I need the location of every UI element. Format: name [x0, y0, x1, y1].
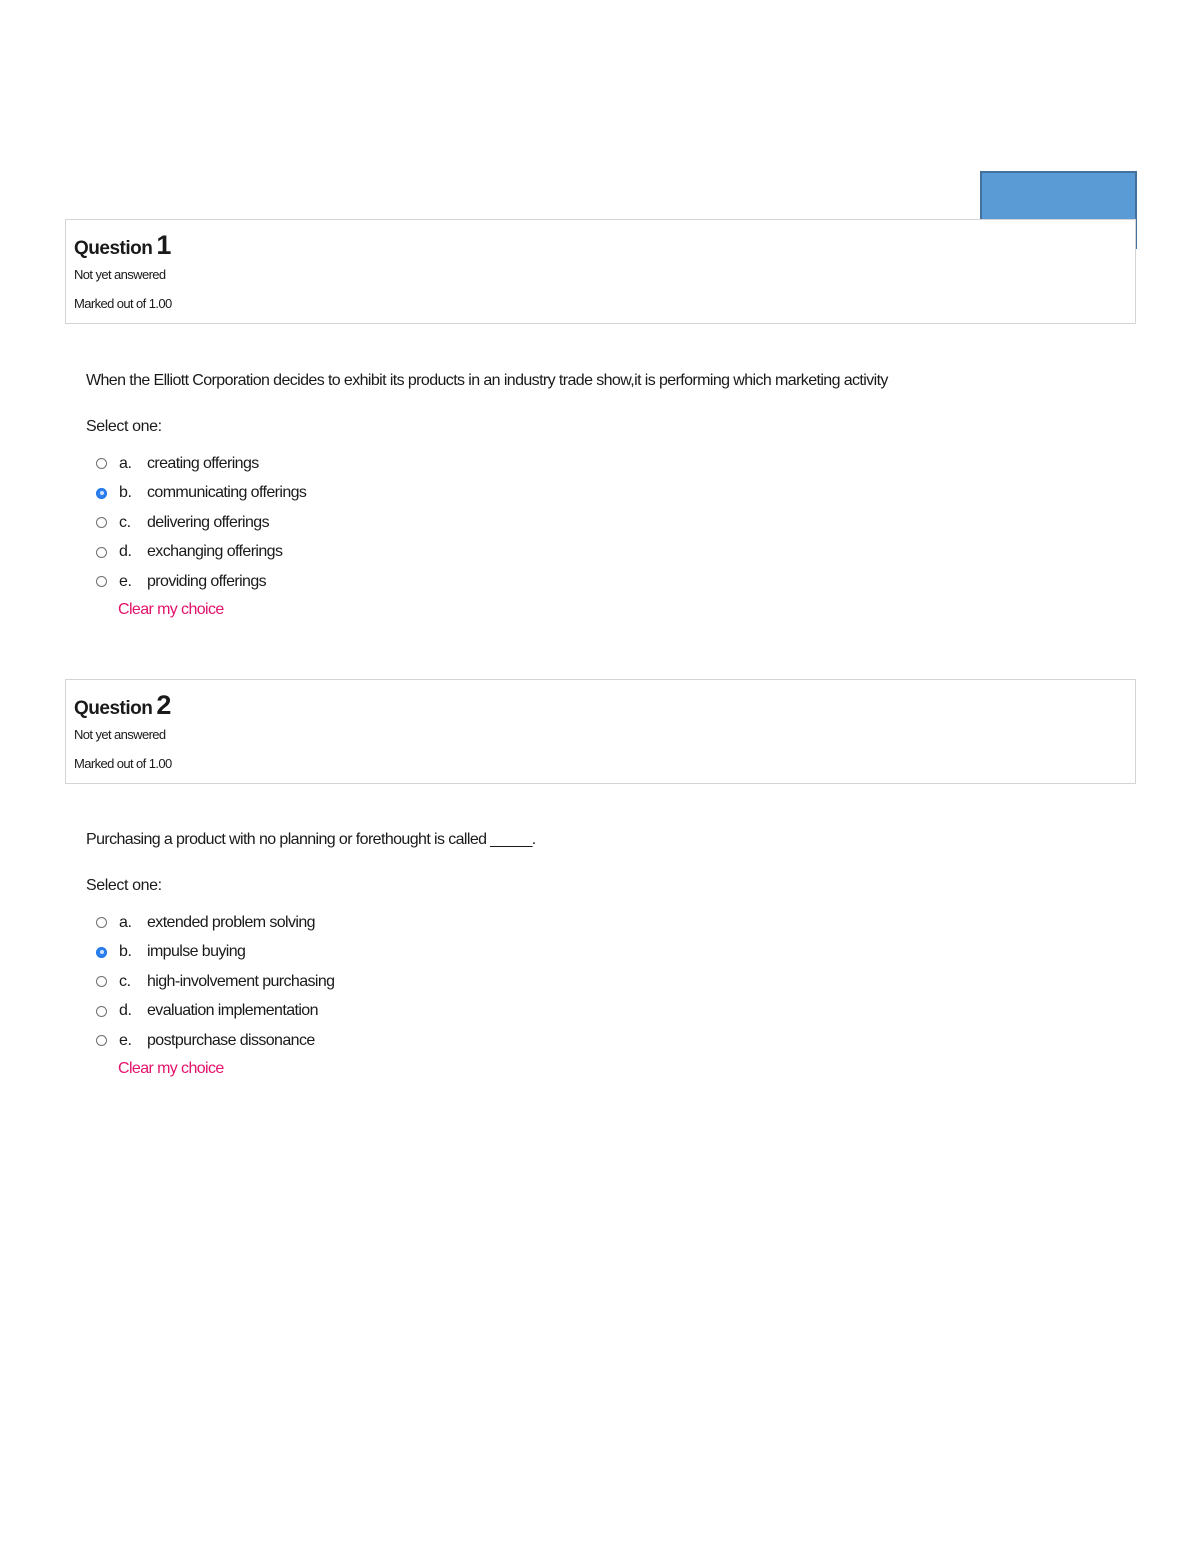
radio-button[interactable] [96, 458, 107, 469]
option-letter: d. [119, 1002, 132, 1020]
question-grade: Marked out of 1.00 [74, 756, 172, 771]
question-title-label: Question [74, 238, 153, 259]
radio-button[interactable] [96, 917, 107, 928]
answer-options [86, 449, 1086, 597]
option-text: exchanging offerings [147, 543, 283, 561]
clear-my-choice-link[interactable]: Clear my choice [118, 1059, 224, 1077]
answer-option-e[interactable] [96, 567, 1086, 597]
option-letter: a. [119, 913, 132, 931]
radio-button[interactable] [96, 576, 107, 587]
question-number: 1 [156, 230, 171, 260]
option-letter: b. [119, 943, 132, 961]
answer-option-e[interactable] [96, 1026, 1086, 1056]
radio-button[interactable] [96, 547, 107, 558]
radio-button[interactable] [96, 1006, 107, 1017]
option-letter: c. [119, 972, 131, 990]
question-text: Purchasing a product with no planning or forethought is called _____. [86, 831, 536, 848]
radio-button-selected[interactable] [96, 488, 107, 499]
select-one-prompt: Select one: [86, 418, 162, 435]
answer-option-b[interactable] [96, 479, 1086, 509]
option-letter: c. [119, 513, 131, 531]
answer-option-c[interactable] [96, 967, 1086, 997]
question-content [86, 828, 1086, 1078]
question-info-box [65, 679, 1136, 784]
option-letter: e. [119, 572, 132, 590]
answer-option-d[interactable] [96, 997, 1086, 1027]
question-title [74, 230, 1135, 260]
option-text: postpurchase dissonance [147, 1031, 315, 1049]
option-letter: a. [119, 454, 132, 472]
option-text: creating offerings [147, 454, 259, 472]
option-text: delivering offerings [147, 513, 270, 531]
answer-options [86, 908, 1086, 1056]
question-title [74, 690, 1135, 720]
option-text: evaluation implementation [147, 1002, 318, 1020]
answer-option-d[interactable] [96, 538, 1086, 568]
question-number: 2 [156, 690, 171, 720]
question-state: Not yet answered [74, 727, 166, 742]
question-title-label: Question [74, 698, 153, 719]
option-letter: b. [119, 484, 132, 502]
answer-option-b[interactable] [96, 938, 1086, 968]
option-text: communicating offerings [147, 484, 307, 502]
option-text: extended problem solving [147, 913, 315, 931]
option-text: providing offerings [147, 572, 267, 590]
question-content [86, 369, 1086, 619]
question-info-box [65, 219, 1136, 324]
question-state: Not yet answered [74, 267, 166, 282]
option-text: impulse buying [147, 943, 246, 961]
question-grade: Marked out of 1.00 [74, 296, 172, 311]
option-text: high-involvement purchasing [147, 972, 335, 990]
answer-option-a[interactable] [96, 908, 1086, 938]
option-letter: e. [119, 1031, 132, 1049]
answer-option-a[interactable] [96, 449, 1086, 479]
clear-my-choice-link[interactable]: Clear my choice [118, 600, 224, 618]
radio-button[interactable] [96, 517, 107, 528]
select-one-prompt: Select one: [86, 877, 162, 894]
question-text: When the Elliott Corporation decides to exhibit its products in an industry trade show,it is performing which marketing activity [86, 372, 888, 389]
option-letter: d. [119, 543, 132, 561]
answer-option-c[interactable] [96, 508, 1086, 538]
radio-button-selected[interactable] [96, 947, 107, 958]
radio-button[interactable] [96, 976, 107, 987]
radio-button[interactable] [96, 1035, 107, 1046]
